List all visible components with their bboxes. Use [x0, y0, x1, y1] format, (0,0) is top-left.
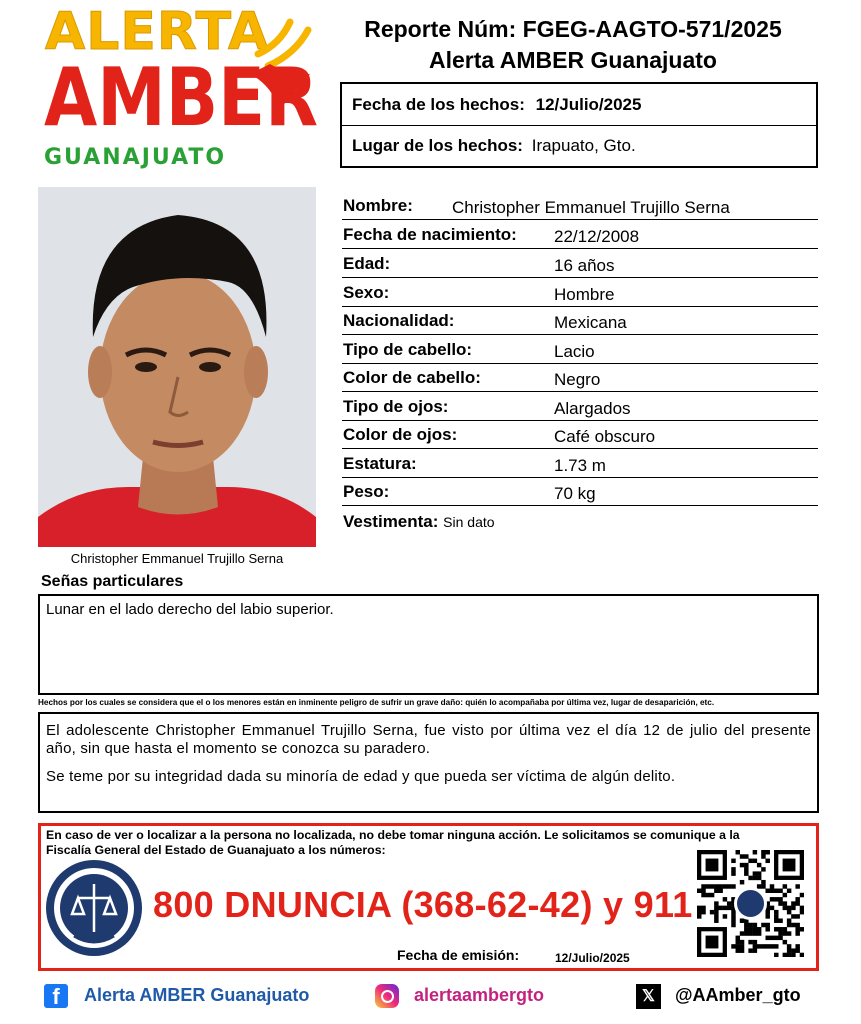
detail-value: 16 años: [554, 256, 615, 275]
detail-value: Hombre: [554, 285, 615, 304]
marks-title: Señas particulares: [41, 573, 184, 590]
detail-label: Color de cabello:: [343, 368, 481, 387]
photo-caption: Christopher Emmanuel Trujillo Serna: [70, 551, 284, 566]
event-info-box: [340, 82, 818, 168]
detail-row: [342, 220, 818, 249]
detail-label: Edad:: [343, 254, 391, 273]
instagram-icon[interactable]: [375, 984, 399, 1008]
detail-label: Nacionalidad:: [343, 311, 455, 330]
story-paragraph: Se teme por su integridad dada su minoría de edad y que pueda ser víctima de algún delito.: [46, 768, 676, 785]
detail-value: Christopher Emmanuel Trujillo Serna: [452, 198, 730, 217]
emission-date-label: Fecha de emisión:: [397, 947, 520, 963]
detail-row: [342, 335, 818, 364]
event-place-row: [352, 136, 636, 156]
detail-value: 70 kg: [554, 484, 596, 503]
facts-note: Hechos por los cuales se considera que el o los menores están en inminente peligro de sufrir un grave daño: quién lo acompañaba por última vez, lugar de desaparición, etc.: [38, 698, 715, 707]
event-place-label: Lugar de los hechos:: [352, 136, 523, 155]
instagram-link[interactable]: alertaambergto: [414, 985, 545, 1005]
detail-row: [342, 306, 818, 335]
phone-number[interactable]: 800 DNUNCIA (368-62-42) y 911: [153, 884, 693, 925]
detail-label: Peso:: [343, 482, 390, 501]
person-photo-illustration: [38, 187, 316, 547]
detail-row: [342, 191, 818, 220]
clothing-label: Vestimenta:: [343, 512, 439, 531]
detail-value: Alargados: [554, 399, 631, 418]
fiscalia-seal-icon: [44, 858, 144, 958]
qr-code-icon[interactable]: [697, 850, 804, 957]
detail-label: Estatura:: [343, 454, 417, 473]
detail-row: [342, 392, 818, 421]
detail-value: Café obscuro: [554, 427, 656, 446]
marks-box: [38, 594, 819, 695]
detail-row: [342, 449, 818, 478]
marks-text: Lunar en el lado derecho del labio superior.: [46, 601, 334, 618]
detail-label: Sexo:: [343, 283, 390, 302]
logo-guanajuato-text: GUANAJUATO: [44, 145, 227, 170]
detail-row: [342, 477, 818, 506]
facebook-link[interactable]: Alerta AMBER Guanajuato: [84, 985, 310, 1005]
detail-row: [342, 420, 818, 449]
detail-value: 22/12/2008: [554, 227, 640, 246]
detail-row: [342, 363, 818, 392]
logo-alerta-text: ALERTA: [45, 2, 270, 62]
detail-value: Lacio: [554, 342, 595, 361]
event-date-row: [352, 95, 641, 115]
divider: [342, 125, 816, 126]
facebook-icon[interactable]: f: [44, 984, 68, 1008]
x-link[interactable]: @AAmber_gto: [675, 985, 801, 1005]
event-date-value: 12/Julio/2025: [535, 95, 642, 114]
detail-label: Nombre:: [343, 196, 413, 215]
x-icon[interactable]: 𝕏: [636, 984, 661, 1009]
alert-title: Alerta AMBER Guanajuato: [429, 47, 717, 73]
detail-value: Mexicana: [554, 313, 627, 332]
detail-row: [342, 278, 818, 307]
detail-label: Tipo de ojos:: [343, 397, 449, 416]
clothing-row: [343, 512, 495, 532]
story-paragraph: El adolescente Christopher Emmanuel Trujillo Serna, fue visto por última vez el día 12 de julio del presente año, sin que hasta el momento se conozca su paradero.: [46, 722, 811, 757]
event-date-label: Fecha de los hechos:: [352, 95, 525, 114]
report-number: Reporte Núm: FGEG-AAGTO-571/2025: [364, 16, 782, 42]
logo-amber-text: AMBER: [44, 51, 319, 144]
detail-row: [342, 249, 818, 278]
emission-date-value: 12/Julio/2025: [555, 951, 630, 965]
event-place-value: Irapuato, Gto.: [531, 136, 636, 155]
detail-value: Negro: [554, 370, 601, 389]
clothing-value: Sin dato: [443, 514, 495, 530]
detail-label: Tipo de cabello:: [343, 340, 473, 359]
contact-instructions: En caso de ver o localizar a la persona no localizada, no debe tomar ninguna acción. Le solicitamos se comunique a la Fiscalía General del Estado de Guanajuato a los números:: [46, 828, 740, 857]
detail-label: Fecha de nacimiento:: [343, 225, 517, 244]
story-box: [38, 712, 819, 813]
detail-label: Color de ojos:: [343, 425, 458, 444]
person-photo: [38, 187, 316, 547]
detail-value: 1.73 m: [554, 456, 606, 475]
